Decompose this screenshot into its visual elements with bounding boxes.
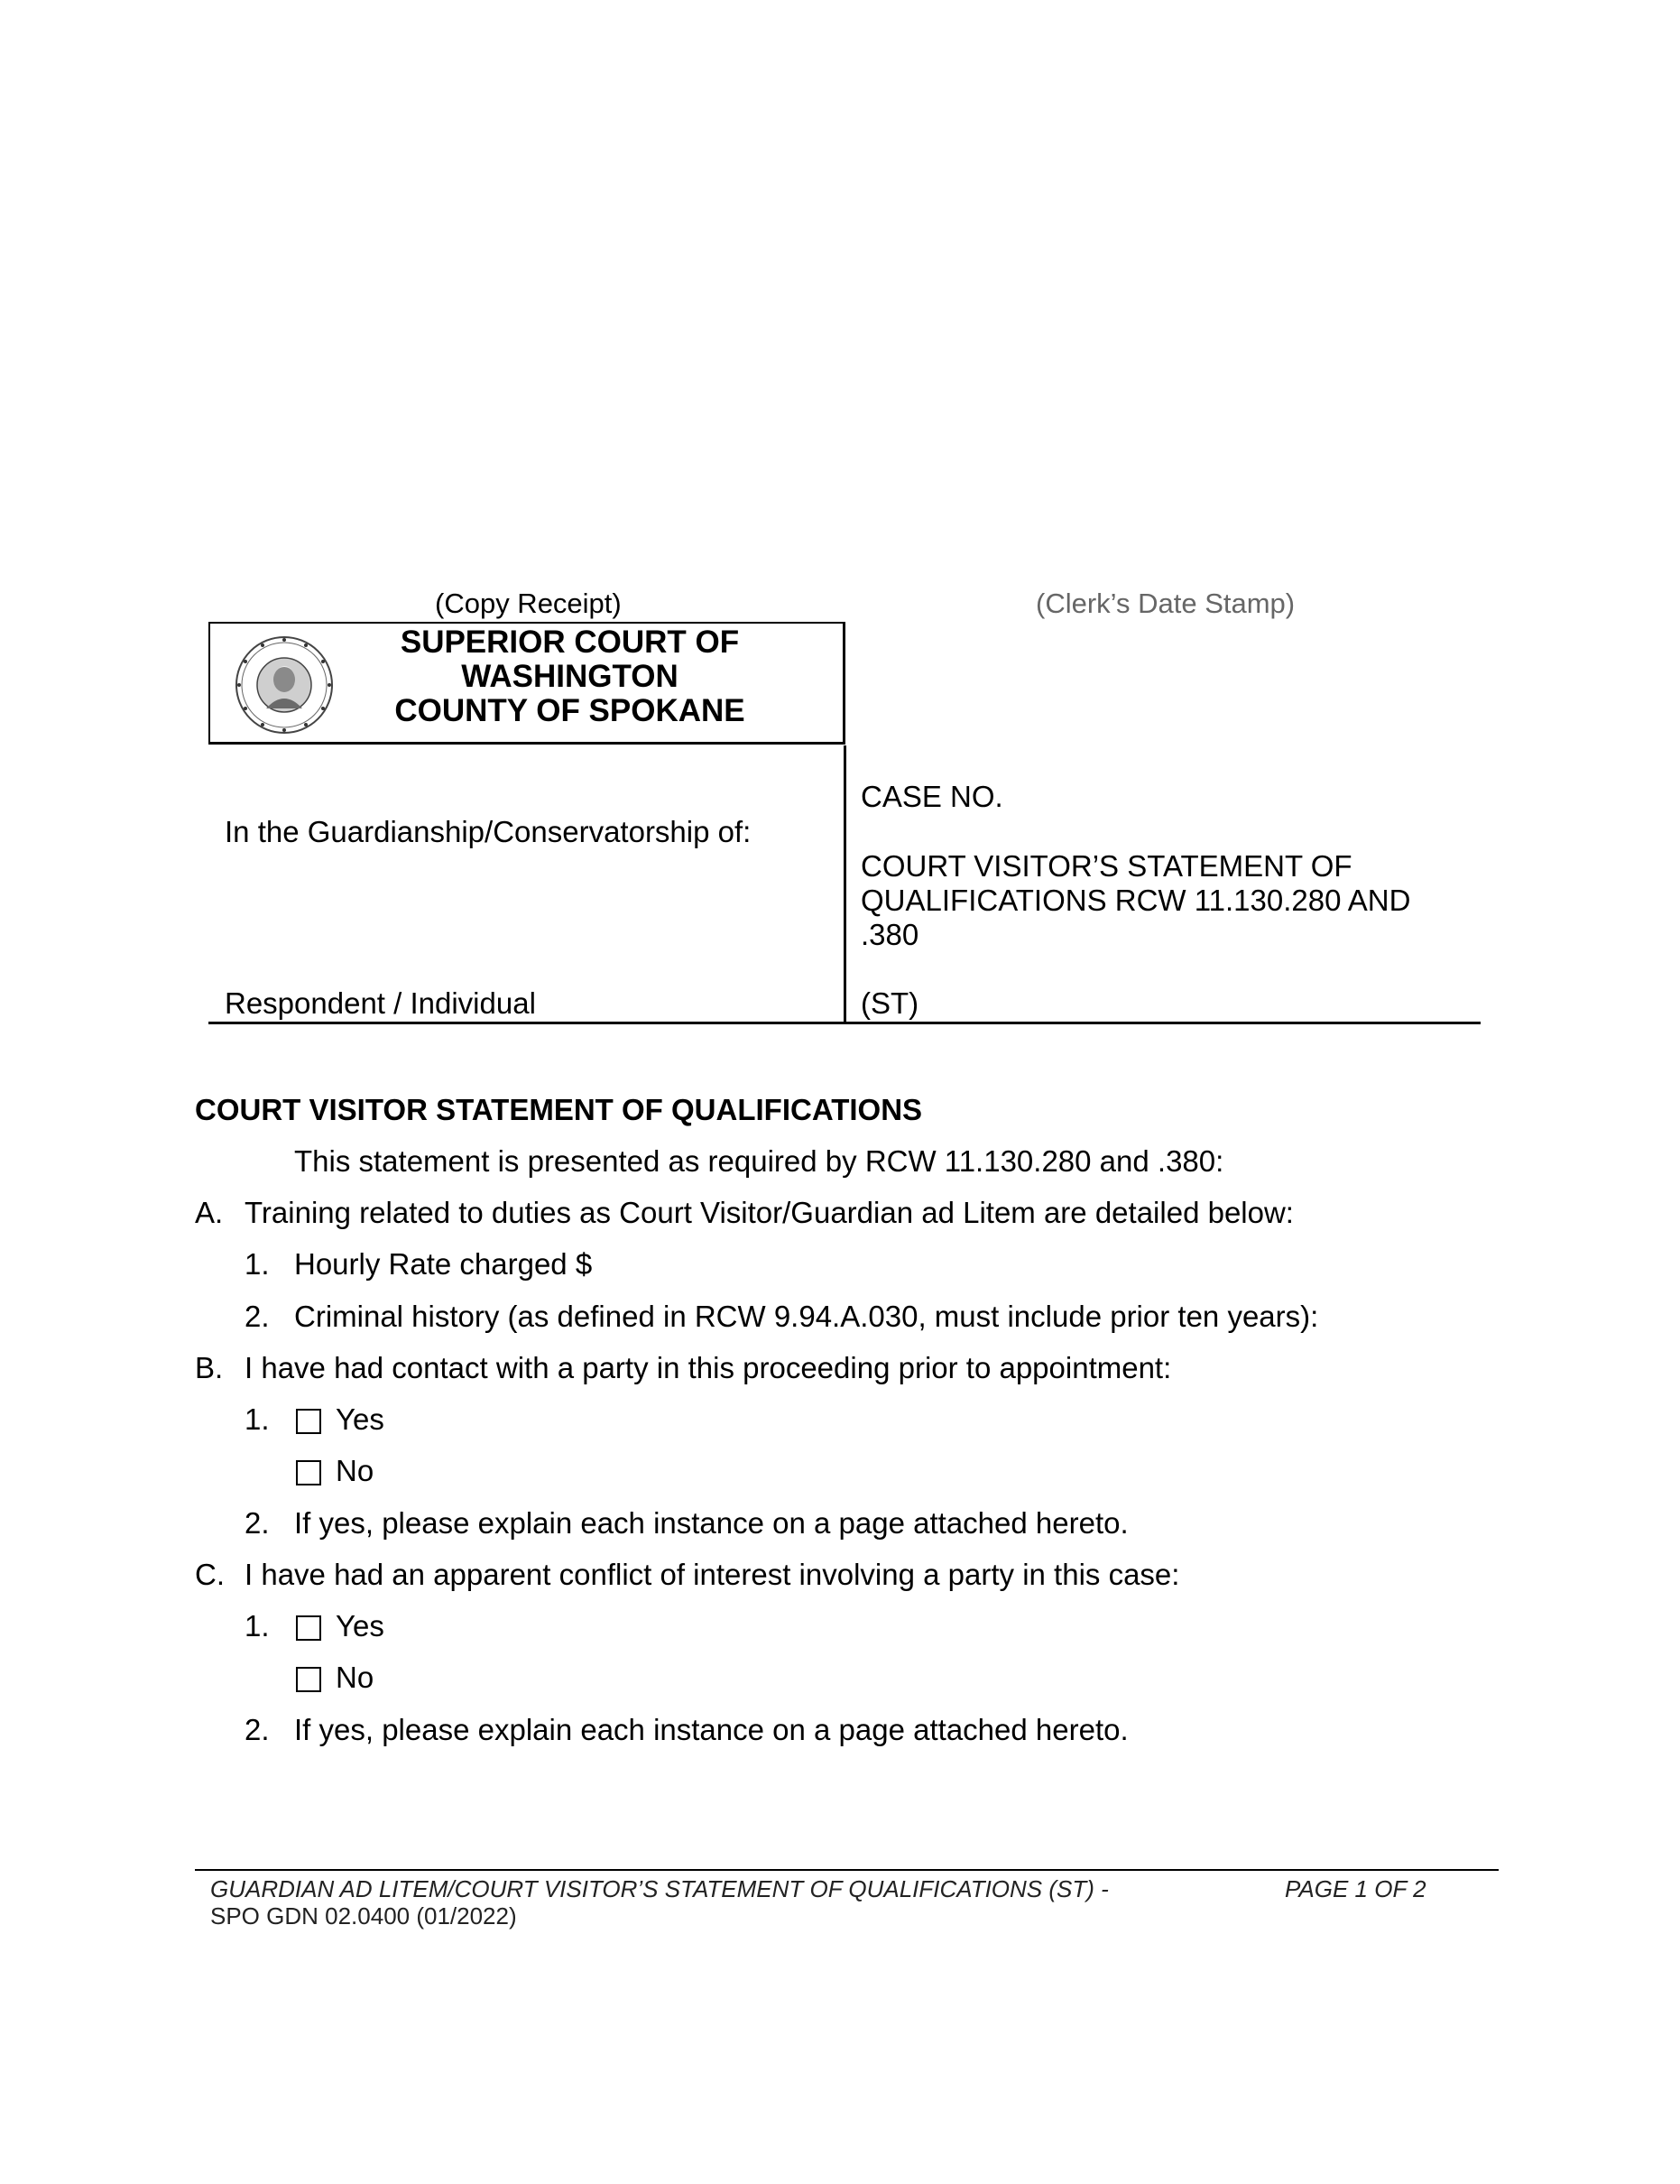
court-name-line: SUPERIOR COURT OF xyxy=(400,625,740,660)
document-title-line: QUALIFICATIONS RCW 11.130.280 AND xyxy=(861,884,1411,917)
conflict-yes-label: Yes xyxy=(336,1609,384,1643)
in-matter-label: In the Guardianship/Conservatorship of: xyxy=(225,815,752,848)
section-a-item-number: 1. xyxy=(245,1247,270,1281)
caption-divider-horizontal xyxy=(208,1022,1481,1024)
court-header-box xyxy=(208,622,845,745)
section-a-letter: A. xyxy=(195,1196,224,1229)
section-c-item-number: 1. xyxy=(245,1609,270,1643)
section-c-letter: C. xyxy=(195,1558,225,1591)
conflict-no-label: No xyxy=(336,1661,374,1694)
contact-no-checkbox[interactable] xyxy=(296,1460,321,1485)
caption-divider-vertical xyxy=(844,745,846,1023)
section-b-item-number: 2. xyxy=(245,1506,270,1540)
section-a-text: Training related to duties as Court Visitor/Guardian ad Litem are detailed below: xyxy=(245,1196,1294,1229)
section-title: COURT VISITOR STATEMENT OF QUALIFICATIONS xyxy=(195,1093,923,1126)
conflict-no-checkbox[interactable] xyxy=(296,1667,321,1692)
section-c-text: I have had an apparent conflict of interest involving a party in this case: xyxy=(245,1558,1180,1591)
court-name xyxy=(297,625,843,728)
section-b-item-number: 1. xyxy=(245,1402,270,1436)
footer-divider xyxy=(195,1869,1499,1871)
document-title-line: COURT VISITOR’S STATEMENT OF xyxy=(861,849,1352,883)
case-number-label: CASE NO. xyxy=(861,780,1003,813)
contact-no-label: No xyxy=(336,1454,374,1487)
contact-yes-label: Yes xyxy=(336,1402,384,1436)
section-c-item-number: 2. xyxy=(245,1713,270,1746)
document-title-line: .380 xyxy=(861,918,919,951)
respondent-label: Respondent / Individual xyxy=(225,986,536,1020)
conflict-explain-label: If yes, please explain each instance on a page attached hereto. xyxy=(294,1713,1129,1746)
footer-page-number: PAGE 1 OF 2 xyxy=(1285,1875,1426,1902)
criminal-history-label: Criminal history (as defined in RCW 9.94.A.030, must include prior ten years): xyxy=(294,1300,1319,1333)
document-title xyxy=(861,849,1438,952)
intro-paragraph: This statement is presented as required by RCW 11.130.280 and .380: xyxy=(294,1144,1224,1178)
footer-form-id: SPO GDN 02.0400 (01/2022) xyxy=(210,1902,517,1930)
contact-yes-checkbox[interactable] xyxy=(296,1409,321,1434)
conflict-yes-checkbox[interactable] xyxy=(296,1615,321,1641)
clerk-date-stamp-label: (Clerk’s Date Stamp) xyxy=(1036,588,1296,619)
contact-explain-label: If yes, please explain each instance on a page attached hereto. xyxy=(294,1506,1129,1540)
court-name-line: COUNTY OF SPOKANE xyxy=(394,693,745,728)
form-code-label: (ST) xyxy=(861,986,919,1020)
copy-receipt-label: (Copy Receipt) xyxy=(435,588,622,619)
section-b-text: I have had contact with a party in this proceeding prior to appointment: xyxy=(245,1351,1172,1384)
section-b-letter: B. xyxy=(195,1351,224,1384)
court-name-line: WASHINGTON xyxy=(461,659,678,694)
section-a-item-number: 2. xyxy=(245,1300,270,1333)
footer-title: GUARDIAN AD LITEM/COURT VISITOR’S STATEMENT OF QUALIFICATIONS (ST) - xyxy=(210,1875,1109,1902)
hourly-rate-label: Hourly Rate charged $ xyxy=(294,1247,593,1281)
